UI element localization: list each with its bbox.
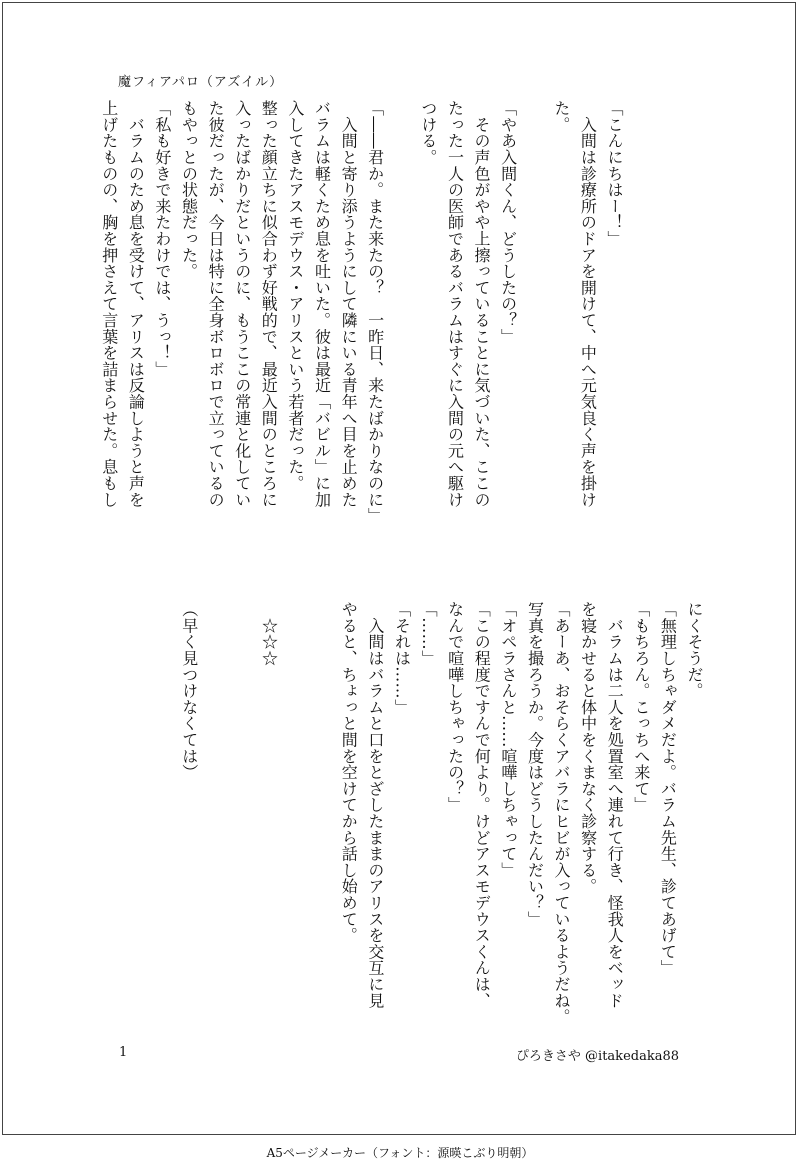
text-block-top <box>99 100 627 570</box>
text-line: たった一人の医師であるバラムはすぐに入間の元へ駆け <box>445 100 465 508</box>
text-line: （早く見つけなくては） <box>179 601 199 781</box>
text-line: にくそうだ。 <box>685 601 704 699</box>
text-line: 入間はバラムと口をとざしたままのアリスを交互に見 <box>365 601 385 1009</box>
text-line <box>282 601 309 1041</box>
text-line: その声色がやや上擦っていることに気づいた、ここの <box>472 100 492 508</box>
text-line: バラムのため息を受けて、アリスは反論しようと声を <box>126 100 146 508</box>
text-line: やると、ちょっと間を空けてから話し始めて。 <box>339 601 359 944</box>
footer-caption: A5ページメーカー（フォント：源暎こぶり明朝） <box>266 1146 534 1160</box>
text-line: た。 <box>551 100 571 133</box>
page-number: 1 <box>119 1045 128 1060</box>
text-line: 「やあ入間くん、どうしたの？」 <box>498 100 518 345</box>
text-line: 上げたものの、胸を押さえて言葉を詰まらせた。息もし <box>99 100 119 508</box>
text-line <box>388 100 415 570</box>
text-line: 「私も好きで来たわけでは、うっ！」 <box>152 100 172 378</box>
text-line: 「……」 <box>419 601 439 667</box>
page-title: 魔フィアパロ（アズイル） <box>118 75 284 90</box>
text-line: 「この程度ですんで何より。けどアスモデウスくんは、 <box>472 601 492 1009</box>
author-credit: ぴろきさや @itakedaka88 <box>515 1049 679 1064</box>
text-line <box>308 601 335 1041</box>
text-line: バラムは軽くため息を吐いた。彼は最近「バビル」に加 <box>312 100 332 508</box>
text-line: 入してきたアスモデウス・アリスという若者だった。 <box>285 100 305 492</box>
text-line: 入間は診療所のドアを開けて、中へ元気良く声を掛け <box>578 100 598 508</box>
text-line: た彼だったが、今日は特に全身ボロボロで立っているの <box>206 100 226 508</box>
text-line <box>521 100 548 570</box>
text-line: を寝かせると体中をくまなく診察する。 <box>578 601 598 895</box>
text-line: 「あーあ、おそらくアバラにヒビが入っているようだね。 <box>552 601 572 1025</box>
text-line: つける。 <box>418 100 438 166</box>
text-line: バラムは二人を処置室へ連れて行き、怪我人をベッド <box>605 601 625 1009</box>
text-line: 入ったばかりだというのに、もうここの常連と化してい <box>232 100 252 508</box>
text-block-bottom <box>107 601 707 1041</box>
text-line: 「オペラさんと……喧嘩しちゃって」 <box>498 601 518 879</box>
text-line: 整った顔立ちに似合わず好戦的で、最近入間のところに <box>259 100 279 508</box>
text-line: 入間と寄り添うようにして隣にいる青年へ目を止めた <box>339 100 359 508</box>
text-line: 「こんにちはー！」 <box>605 100 624 247</box>
text-line <box>228 601 255 1041</box>
text-line <box>202 601 229 1041</box>
text-line: 「それは……」 <box>392 601 412 716</box>
text-line: なんで喧嘩しちゃったの？」 <box>445 601 465 813</box>
text-line: 「――君か。また来たの？ 一昨日、来たばかりなのに」 <box>365 100 385 524</box>
manuscript-page <box>2 2 796 1135</box>
text-line: 「もちろん。こっちへ来て」 <box>631 601 651 813</box>
text-line: もやっとの状態だった。 <box>179 100 199 280</box>
text-line: ☆☆☆ <box>259 601 279 667</box>
text-line: 「無理しちゃダメだよ。バラム先生、診てあげて」 <box>658 601 678 976</box>
text-line: 写真を撮ろうか。今度はどうしたんだい？」 <box>525 601 545 927</box>
